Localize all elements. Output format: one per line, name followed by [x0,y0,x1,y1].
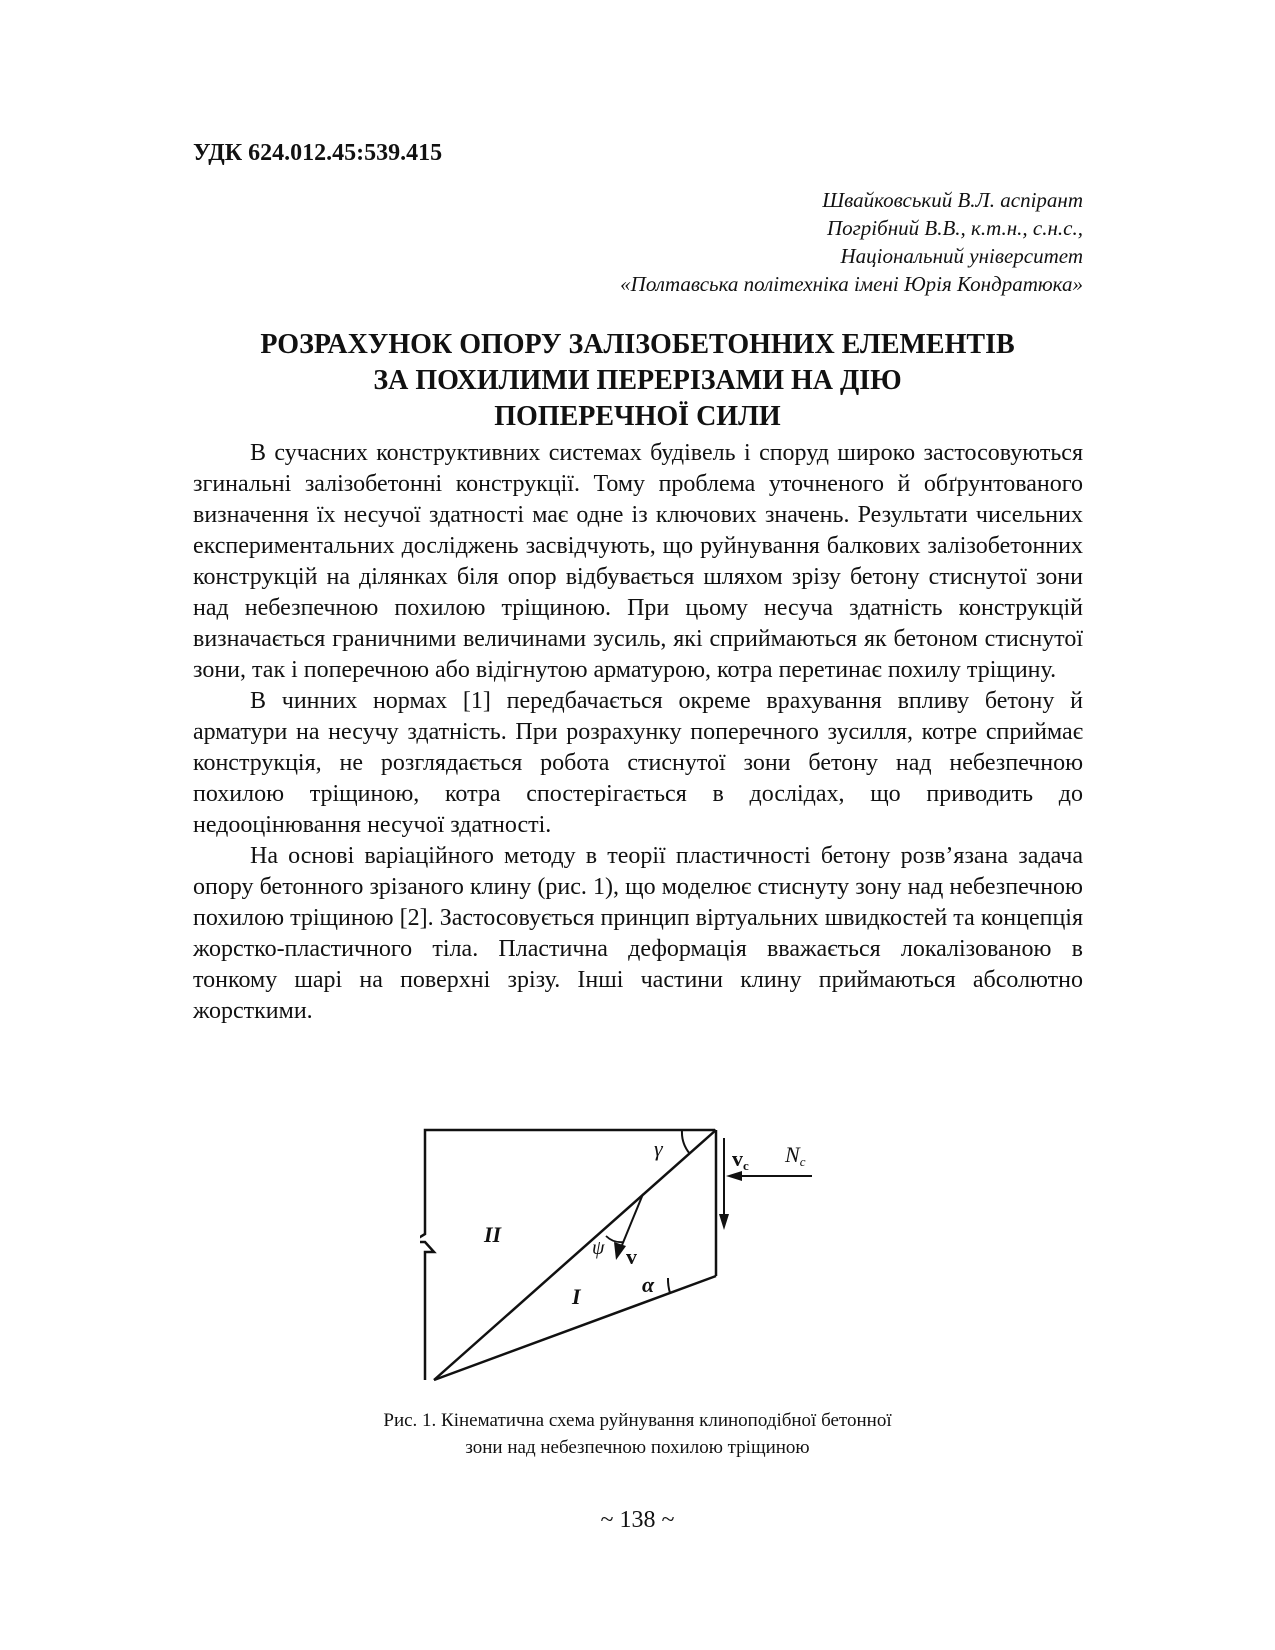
author-line: Погрібний В.В., к.т.н., с.н.с., [826,216,1083,240]
region-ii-label: II [484,1222,502,1247]
affiliation-line: «Полтавська політехніка імені Юрія Кондратюка» [620,272,1083,296]
vc-label: vc [732,1146,749,1173]
nc-label: Nc [785,1142,806,1169]
caption-line: зони над небезпечною похилою тріщиною [465,1437,810,1458]
author-line: Швайковський В.Л. аспірант [822,188,1083,212]
figure-caption [250,1407,1025,1461]
caption-line: Рис. 1. Кінематична схема руйнування клиноподібної бетонної [383,1410,892,1431]
gamma-label: γ [654,1136,663,1161]
kinematic-diagram [420,1118,870,1398]
title-line: ЗА ПОХИЛИМИ ПЕРЕРІЗАМИ НА ДІЮ [373,365,902,396]
vc-arrowhead [719,1214,729,1230]
element-outline [420,1130,715,1380]
velocity-arrowhead [614,1242,626,1260]
shear-plane-line [434,1130,716,1380]
paper-title [150,327,1125,435]
paragraph: В чинних нормах [1] передбачається окреме врахування впливу бетону й арматури на несучу здатність. При розрахунку поперечного зусилля, котре сприймає конструкція, не розглядається робота стиснутої зони бетону над небезпечною похилою тріщиною, котра спостерігається в дослідах, що приводить до недооцінювання несучої здатності. [193,688,1083,838]
gamma-angle-arc [682,1130,690,1154]
region-i-label: I [572,1284,581,1309]
alpha-label: α [642,1272,655,1297]
author-block [620,186,1083,298]
body-text [193,438,1083,1027]
affiliation-line: Національний університет [840,244,1083,268]
v-label: v [626,1244,637,1269]
alpha-angle-arc [668,1278,670,1293]
psi-angle-arc [606,1236,624,1242]
title-line: РОЗРАХУНОК ОПОРУ ЗАЛІЗОБЕТОННИХ ЕЛЕМЕНТІВ [260,329,1015,360]
udk-code: УДК 624.012.45:539.415 [193,140,443,166]
psi-label: ψ [592,1237,605,1259]
nc-arrowhead [726,1171,742,1181]
page-number: ~ 138 ~ [600,1507,675,1533]
paragraph: В сучасних конструктивних системах будівель і споруд широко застосовуються згинальні залізобетонні конструкції. Тому проблема уточненого й обґрунтованого визначення їх несучої здатності має одне із ключових значень. Результати чисельних експериментальних досліджень засвідчують, що руйнування балкових залізобетонних конструкцій на ділянках біля опор відбувається шляхом зрізу бетону стиснутої зони над небезпечною похилою тріщиною. При цьому несуча здатність конструкцій визначається граничними величинами зусиль, які сприймаються як бетоном стиснутої зони, так і поперечною або відігнутою арматурою, котра перетинає похилу тріщину. [193,440,1083,683]
paragraph: На основі варіаційного методу в теорії пластичності бетону розв’язана задача опору бетонного зрізаного клину (рис. 1), що моделює стиснуту зону над небезпечною похилою тріщиною [2]. Застосовується принцип віртуальних швидкостей та концепція жорстко-пластичного тіла. Пластична деформація вважається локалізованою в тонкому шарі на поверхні зрізу. Інші частини клину приймаються абсолютно жорсткими. [193,843,1083,1024]
figure-kinematic-scheme [420,1118,870,1398]
title-line: ПОПЕРЕЧНОЇ СИЛИ [494,401,781,432]
